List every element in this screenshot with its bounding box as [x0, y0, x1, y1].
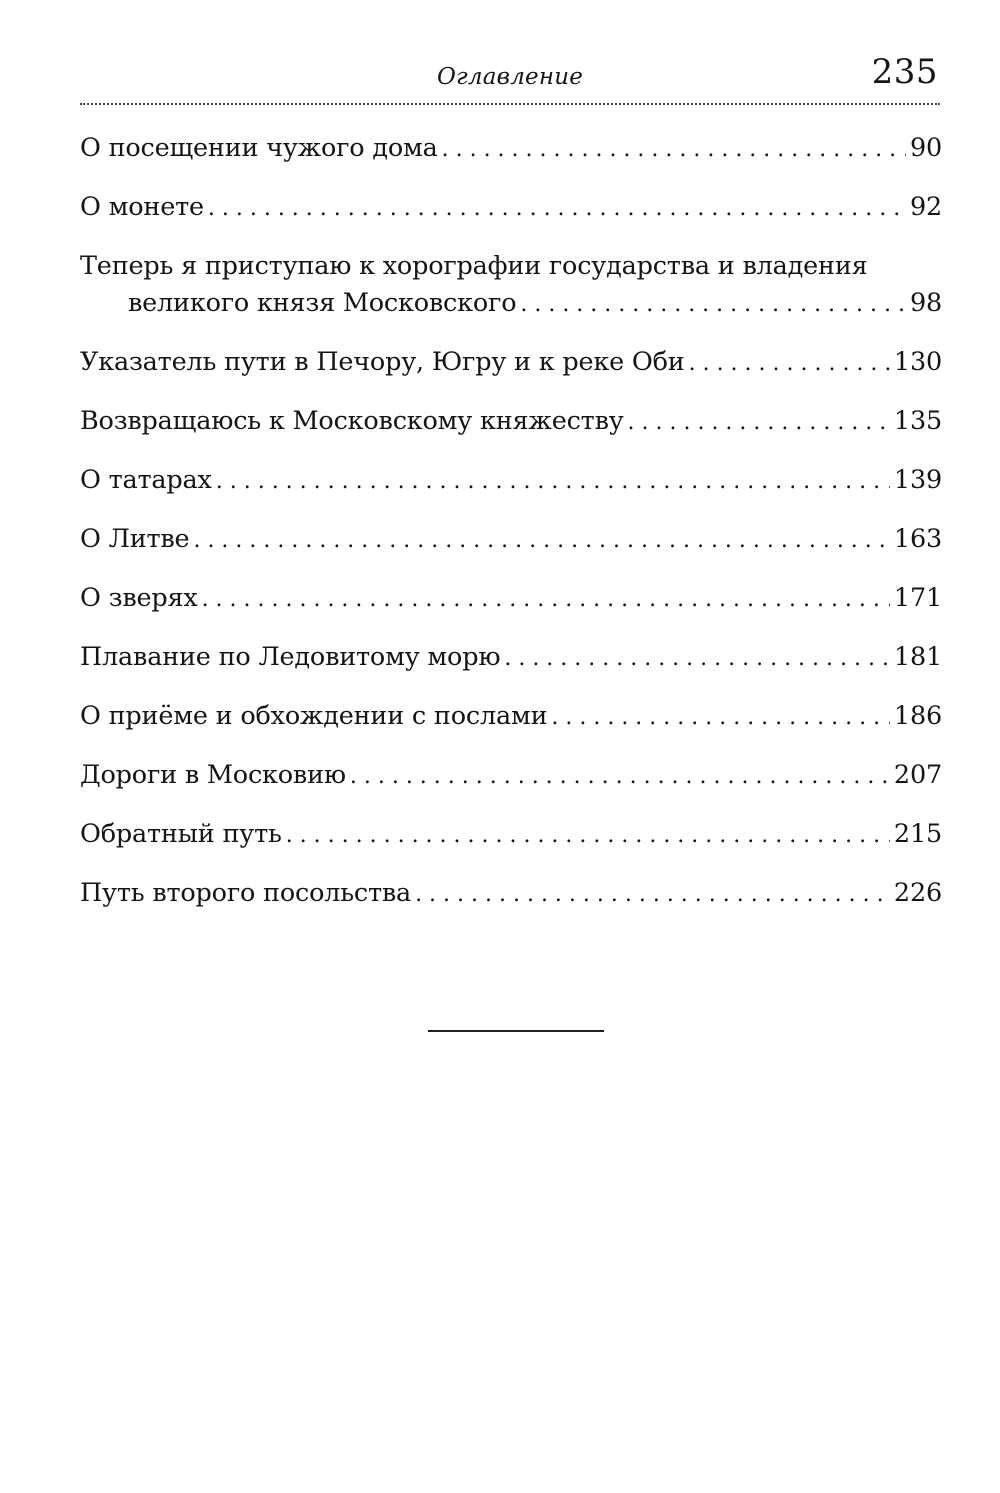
dot-leader [628, 404, 890, 441]
toc-entry-title: О монете [80, 192, 204, 222]
dot-leader [520, 286, 906, 323]
toc-entry [80, 521, 942, 559]
dot-leader [442, 131, 906, 168]
toc-entry [80, 462, 942, 500]
toc-entry-page: 163 [893, 524, 942, 554]
end-rule [428, 1030, 604, 1032]
toc-entry-title-line1: Теперь я приступаю к хорографии государства и владения [80, 251, 868, 281]
toc-entry [80, 580, 942, 618]
dot-leader [193, 522, 889, 559]
toc-entry [80, 344, 942, 382]
toc-entry-page: 186 [893, 701, 942, 731]
toc-entry-title: Дороги в Московию [80, 760, 346, 790]
toc-entry-page: 130 [893, 347, 942, 377]
toc-entry-title: Путь второго посольства [80, 878, 412, 908]
toc-entry-title: Плавание по Ледовитому морю [80, 642, 501, 672]
page-number: 235 [871, 52, 938, 92]
toc-entry [80, 248, 942, 323]
toc-entry [80, 639, 942, 677]
toc-entry-title: О Литве [80, 524, 190, 554]
dot-leader [415, 876, 890, 913]
toc-entry-title: О татарах [80, 465, 212, 495]
dot-leader [286, 817, 890, 854]
table-of-contents [80, 130, 942, 934]
toc-entry-title: О приёме и обхождении с послами [80, 701, 548, 731]
dot-leader [202, 581, 890, 618]
running-head [80, 52, 940, 104]
toc-entry-page: 181 [893, 642, 942, 672]
dot-leader [350, 758, 890, 795]
toc-entry-title: Возвращаюсь к Московскому княжеству [80, 406, 624, 436]
toc-entry-title: О посещении чужого дома [80, 133, 438, 163]
toc-entry-page: 226 [893, 878, 942, 908]
dot-leader [551, 699, 890, 736]
toc-entry [80, 875, 942, 913]
toc-entry-title: Обратный путь [80, 819, 282, 849]
toc-entry [80, 189, 942, 227]
toc-entry-title: Указатель пути в Печору, Югру и к реке Оби [80, 347, 685, 377]
toc-entry-title: О зверях [80, 583, 198, 613]
dot-leader [689, 345, 890, 382]
header-dotted-rule [80, 103, 940, 105]
toc-entry-page: 139 [893, 465, 942, 495]
toc-entry-page: 171 [893, 583, 942, 613]
toc-entry [80, 757, 942, 795]
toc-entry [80, 130, 942, 168]
dot-leader [216, 463, 890, 500]
dot-leader [208, 190, 906, 227]
dot-leader [504, 640, 890, 677]
toc-entry-title-line2: великого князя Московского [128, 288, 517, 318]
toc-entry [80, 403, 942, 441]
toc-entry [80, 698, 942, 736]
toc-entry-page: 90 [909, 133, 942, 163]
toc-entry-page: 92 [909, 192, 942, 222]
toc-entry [80, 816, 942, 854]
toc-entry-page: 135 [893, 406, 942, 436]
running-title: Оглавление [436, 64, 584, 90]
toc-entry-page: 215 [893, 819, 942, 849]
toc-entry-page: 207 [893, 760, 942, 790]
toc-entry-page: 98 [909, 288, 942, 318]
